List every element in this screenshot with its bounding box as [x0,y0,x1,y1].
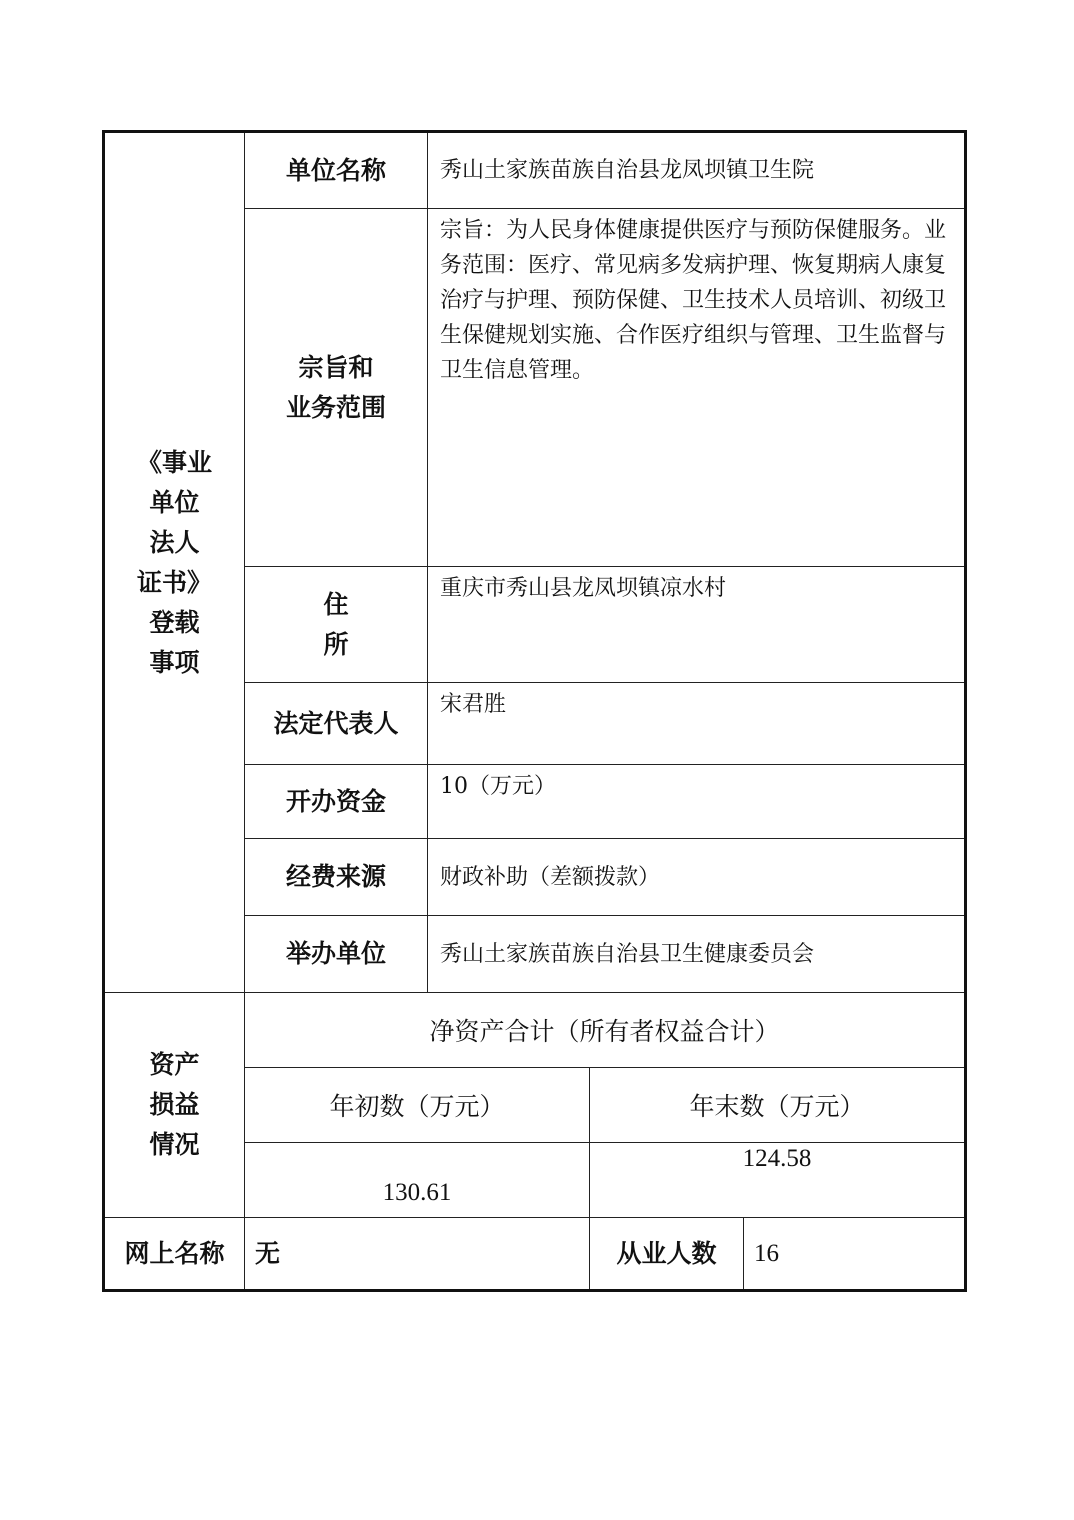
unit-name-value: 秀山土家族苗族自治县龙凤坝镇卫生院 [428,132,966,209]
legal-rep-value: 宋君胜 [428,683,966,765]
purpose-label: 宗旨和 业务范围 [245,209,428,567]
funding-label: 经费来源 [245,839,428,916]
capital-label: 开办资金 [245,765,428,839]
registration-table [102,130,967,1292]
registration-side-label: 《事业 单位 法人 证书》 登载 事项 [104,132,245,993]
assets-side-label: 资产 损益 情况 [104,993,245,1218]
begin-year-label: 年初数（万元） [245,1068,590,1143]
funding-value: 财政补助（差额拨款） [428,839,966,916]
sponsor-value: 秀山土家族苗族自治县卫生健康委员会 [428,916,966,993]
web-name-label: 网上名称 [104,1218,245,1291]
address-label: 住所 [245,567,428,683]
unit-name-label: 单位名称 [245,132,428,209]
staff-count-label: 从业人数 [590,1218,744,1291]
end-year-value: 124.58 [590,1143,966,1218]
purpose-value: 宗旨：为人民身体健康提供医疗与预防保健服务。业务范围：医疗、常见病多发病护理、恢复期病人康复治疗与护理、预防保健、卫生技术人员培训、初级卫生保健规划实施、合作医疗组织与管理、卫生监督与卫生信息管理。 [428,209,966,567]
capital-value: 10（万元） [428,765,966,839]
end-year-label: 年末数（万元） [590,1068,966,1143]
address-value: 重庆市秀山县龙凤坝镇凉水村 [428,567,966,683]
legal-rep-label: 法定代表人 [245,683,428,765]
staff-count-value: 16 [744,1218,966,1291]
sponsor-label: 举办单位 [245,916,428,993]
begin-year-value: 130.61 [245,1143,590,1218]
net-assets-header: 净资产合计（所有者权益合计） [245,993,966,1068]
web-name-value: 无 [245,1218,590,1291]
